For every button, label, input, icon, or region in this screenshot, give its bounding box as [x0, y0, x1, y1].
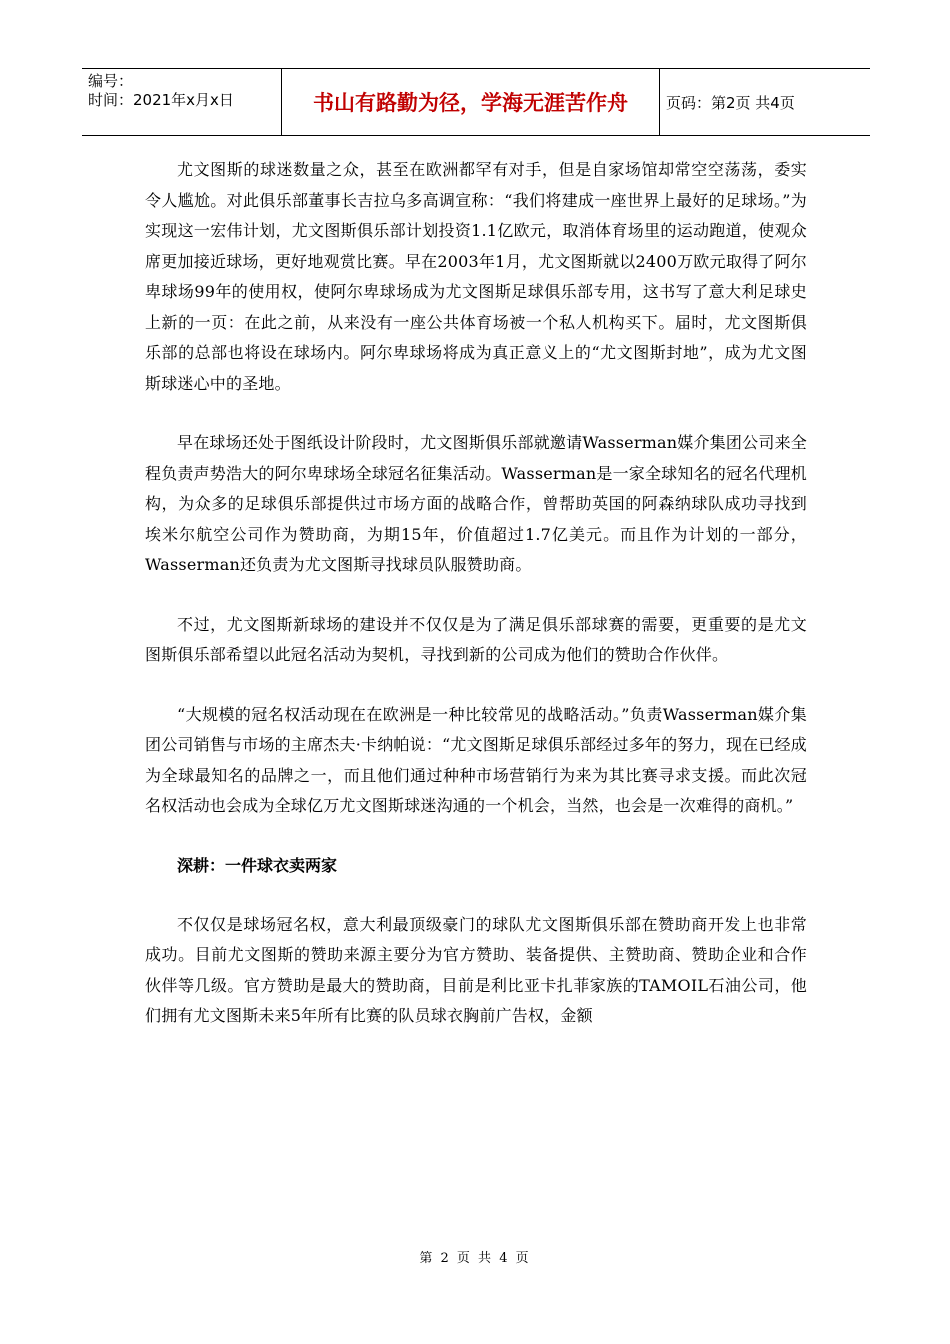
number-label: 编号： — [88, 72, 134, 90]
paragraph-5: 不仅仅是球场冠名权，意大利最顶级豪门的球队尤文图斯俱乐部在赞助商开发上也非常成功。目前尤文图斯的赞助来源主要分为官方赞助、装备提供、主赞助商、赞助企业和合作伙伴等几级。官方赞助是最大的赞助商，目前是利比亚卡扎菲家族的TAMOIL石油公司，他们拥有尤文图斯未来5年所有比赛的队员球衣胸前广告权，金额 — [145, 914, 807, 1025]
paragraph-1: 尤文图斯的球迷数量之众，甚至在欧洲都罕有对手，但是自家场馆却常空空荡荡，委实令人尴尬。对此俱乐部董事长吉拉乌多高调宣称：“我们将建成一座世界上最好的足球场。”为实现这一宏伟计划，尤文图斯俱乐部计划投资1.1亿欧元，取消体育场里的运动跑道，使观众席更加接近球场，更好地观赏比赛。早在2003年1月，尤文图斯就以2400万欧元取得了阿尔卑球场99年的使用权，使阿尔卑球场成为尤文图斯足球俱乐部专用，这书写了意大利足球史上新的一页：在此之前，从来没有一座公共体育场被一个私人机构买下。届时，尤文图斯俱乐部的总部也将设在球场内。阿尔卑球场将成为真正意义上的“尤文图斯封地”，成为尤文图斯球迷心中的圣地。 — [145, 160, 807, 393]
section-heading: 深耕：一件球衣卖两家 — [177, 855, 338, 875]
header-motto: 书山有路勤为径，学海无涯苦作舟 — [282, 69, 660, 135]
time-label: 时间：2021年x月x日 — [88, 91, 234, 109]
document-body — [145, 155, 807, 1061]
paragraph-4: “大规模的冠名权活动现在在欧洲是一种比较常见的战略活动。”负责Wasserman媒介集团公司销售与市场的主席杰夫·卡纳帕说：“尤文图斯足球俱乐部经过多年的努力，现在已经成为全球最知名的品牌之一，而且他们通过种种市场营销行为来为其比赛寻求支援。而此次冠名权活动也会成为全球亿万尤文图斯球迷沟通的一个机会，当然，也会是一次难得的商机。” — [145, 704, 807, 815]
header-meta — [82, 69, 282, 135]
page-footer: 第 2 页 共 4 页 — [419, 1251, 531, 1266]
header-page-code: 页码：第2页 共4页 — [666, 93, 795, 112]
document-header — [82, 68, 870, 136]
paragraph-3: 不过，尤文图斯新球场的建设并不仅仅是为了满足俱乐部球赛的需要，更重要的是尤文图斯俱乐部希望以此冠名活动为契机，寻找到新的公司成为他们的赞助合作伙伴。 — [145, 614, 807, 664]
paragraph-2: 早在球场还处于图纸设计阶段时，尤文图斯俱乐部就邀请Wasserman媒介集团公司来全程负责声势浩大的阿尔卑球场全球冠名征集活动。Wasserman是一家全球知名的冠名代理机构，为众多的足球俱乐部提供过市场方面的战略合作，曾帮助英国的阿森纳球队成功寻找到埃米尔航空公司作为赞助商，为期15年，价值超过1.7亿美元。而且作为计划的一部分，Wasserman还负责为尤文图斯寻找球员队服赞助商。 — [145, 433, 807, 574]
